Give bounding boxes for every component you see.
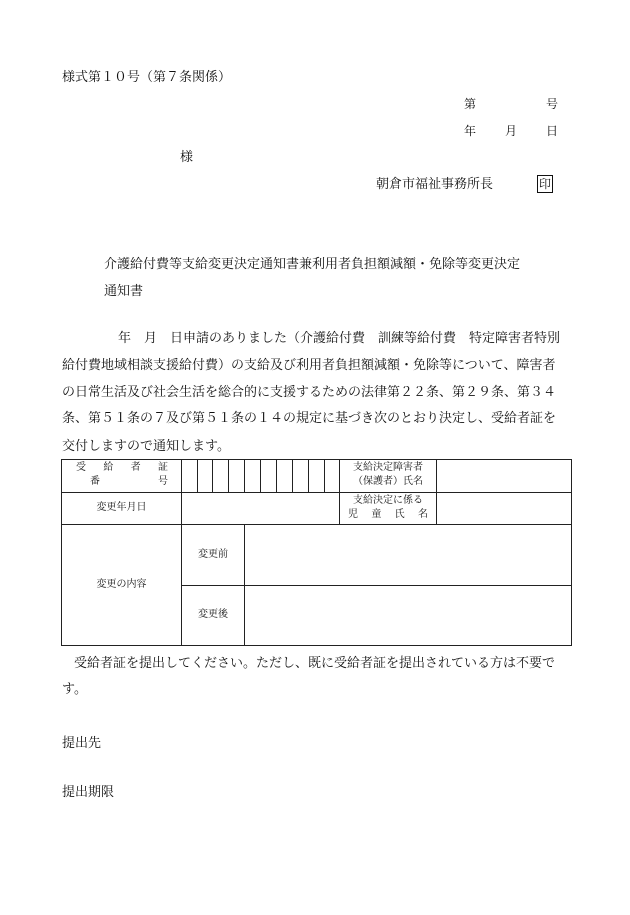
body-text-line: 交付しますので通知します。: [62, 439, 230, 454]
digit-box-divider: [197, 459, 198, 492]
child-name-label-line-1: 支給決定に係る: [353, 495, 423, 506]
label-char: 氏: [394, 509, 405, 520]
label-char: 給: [103, 462, 114, 473]
change-content-label: 変更の内容: [96, 579, 147, 590]
label-char: 号: [158, 476, 168, 487]
digit-box-divider: [276, 459, 277, 492]
digit-box-divider: [308, 459, 309, 492]
digit-box-divider: [244, 459, 245, 492]
label-char: 児: [348, 509, 358, 520]
submission-notice-line-1: 受給者証を提出してください。ただし、既に受給者証を提出されている方は不要で: [74, 656, 556, 671]
digit-box-divider: [212, 459, 213, 492]
issuer-name: 朝倉市福祉事務所長: [376, 177, 494, 192]
digit-box-divider: [292, 459, 293, 492]
submit-to-label: 提出先: [62, 736, 102, 751]
body-text-line: 条、第５１条の７及び第５１条の１４の規定に基づき次のとおり決定し、受給者証を: [62, 411, 557, 426]
date-day-label: 日: [546, 124, 559, 138]
digit-box-divider: [324, 459, 325, 492]
label-char: 者: [130, 462, 141, 473]
date-year-label: 年: [464, 124, 477, 138]
after-change-label: 変更後: [198, 609, 228, 620]
label-char: 受: [76, 462, 86, 473]
recipient-number-label-line-2: [90, 476, 168, 488]
document-title-line-2: 通知書: [104, 284, 144, 299]
label-char: 番: [90, 476, 100, 487]
guardian-name-label-line-1: 支給決定障害者: [353, 462, 423, 473]
submission-notice-line-2: す。: [62, 682, 87, 697]
body-text-line: 給付費地域相談支援給付費）の支給及び利用者負担額減額・免除等について、障害者: [62, 358, 556, 373]
deadline-label: 提出期限: [62, 785, 115, 800]
digit-box-divider: [228, 459, 229, 492]
body-text-line: の日常生活及び社会生活を総合的に支援するための法律第２２条、第２９条、第３４: [62, 385, 557, 400]
document-number-prefix: 第: [464, 97, 477, 111]
before-change-label: 変更前: [198, 549, 228, 560]
date-month-label: 月: [505, 124, 518, 138]
label-char: 証: [157, 462, 168, 473]
change-date-label: 変更年月日: [96, 502, 147, 513]
seal-stamp: 印: [538, 177, 551, 191]
recipient-number-label-line-1: [76, 462, 168, 474]
addressee-suffix: 様: [180, 150, 194, 165]
child-name-label-line-2: [348, 509, 428, 521]
label-char: 童: [371, 509, 382, 520]
digit-box-divider: [260, 459, 261, 492]
document-number-suffix: 号: [546, 97, 559, 111]
form-number: 様式第１０号（第７条関係）: [62, 70, 232, 85]
label-char: 名: [417, 509, 428, 520]
body-text-line: 年 月 日申請のありました（介護給付費 訓練等給付費 特定障害者特別: [118, 331, 561, 346]
guardian-name-label-line-2: （保護者）氏名: [353, 476, 423, 487]
document-title-line-1: 介護給付費等支給変更決定通知書兼利用者負担額減額・免除等変更決定: [104, 257, 521, 272]
